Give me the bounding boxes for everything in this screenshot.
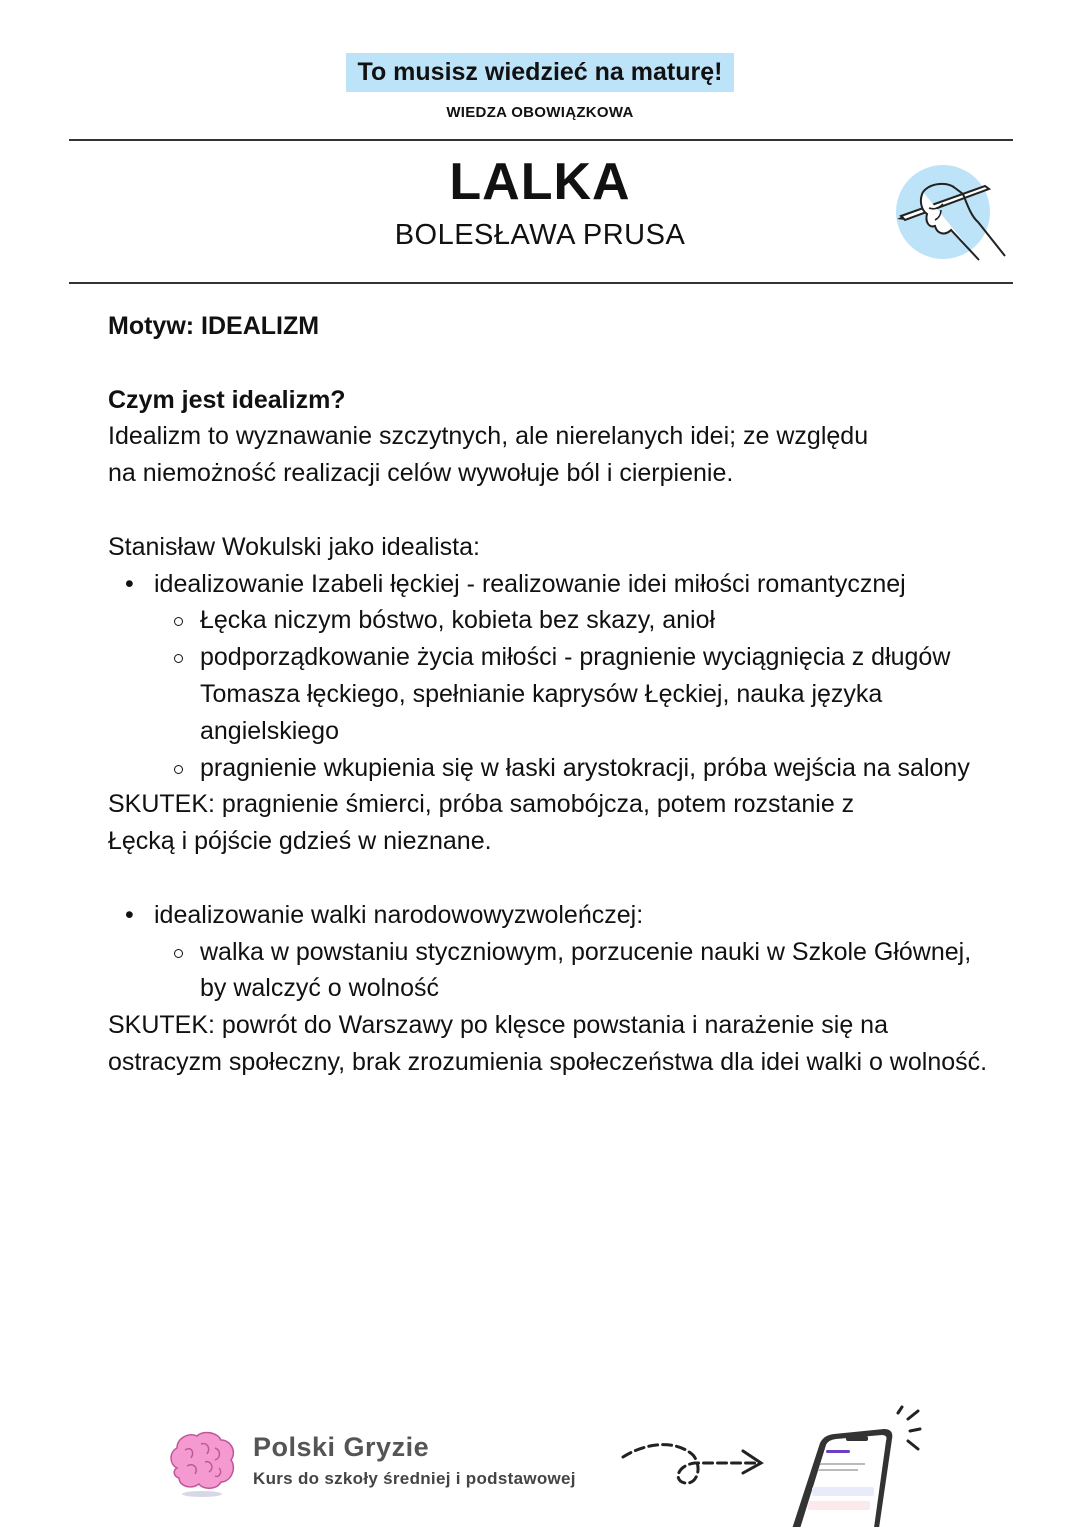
brand-tagline: Kurs do szkoły średniej i podstawowej	[253, 1469, 576, 1488]
list-item	[108, 897, 988, 1007]
brain-logo-icon	[167, 1428, 237, 1500]
effect-text-1: SKUTEK: pragnienie śmierci, próba samobójcza, potem rozstanie z Łęcką i pójście gdzieś w nieznane.	[108, 790, 855, 856]
page-title: LALKA	[449, 153, 631, 211]
bullet-list-2	[108, 897, 988, 1007]
definition-line-1: Idealizm to wyznawanie szczytnych, ale nierelanych idei; ze względu	[108, 422, 869, 451]
phone-illustration-icon	[780, 1405, 950, 1527]
page-author: BOLESŁAWA PRUSA	[394, 219, 686, 251]
header-banner: To musisz wiedzieć na maturę!	[346, 53, 734, 92]
brand-name: Polski Gryzie	[253, 1432, 430, 1462]
sub-list	[154, 934, 988, 1008]
document-body	[108, 308, 988, 1081]
top-divider	[69, 139, 1013, 141]
list-item: pragnienie wkupienia się w łaski arystokracji, próba wejścia na salony	[154, 750, 988, 787]
bullet-text: idealizowanie Izabeli łęckiej - realizowanie idei miłości romantycznej	[154, 569, 906, 598]
header-subtitle: WIEDZA OBOWIĄZKOWA	[446, 104, 634, 121]
intro-text: Stanisław Wokulski jako idealista:	[108, 532, 480, 561]
sub-list	[154, 602, 988, 786]
list-item: walka w powstaniu styczniowym, porzucenie nauki w Szkole Głównej, by walczyć o wolność	[154, 934, 988, 1008]
list-item	[108, 566, 988, 787]
bottom-divider	[69, 282, 1013, 284]
bullet-list-1	[108, 566, 988, 787]
hand-writing-icon	[893, 164, 1008, 264]
effect-text-2: SKUTEK: powrót do Warszawy po klęsce powstania i narażenie się na ostracyzm społeczny, brak zrozumienia społeczeństwa dla idei walki o wolność.	[108, 1011, 988, 1076]
list-item: podporządkowanie życia miłości - pragnienie wyciągnięcia z długów Tomasza łęckiego, spełnianie kaprysów Łęckiej, nauka języka angielskiego	[154, 639, 988, 749]
definition-line-2: na niemożność realizacji celów wywołuje ból i cierpienie.	[108, 459, 734, 488]
list-item: Łęcka niczym bóstwo, kobieta bez skazy, anioł	[154, 602, 988, 639]
question-heading: Czym jest idealizm?	[108, 385, 346, 414]
bullet-text: idealizowanie walki narodowowyzwoleńczej:	[154, 900, 644, 929]
dashed-arrow-icon	[615, 1425, 765, 1495]
motif-heading: Motyw: IDEALIZM	[108, 312, 320, 340]
